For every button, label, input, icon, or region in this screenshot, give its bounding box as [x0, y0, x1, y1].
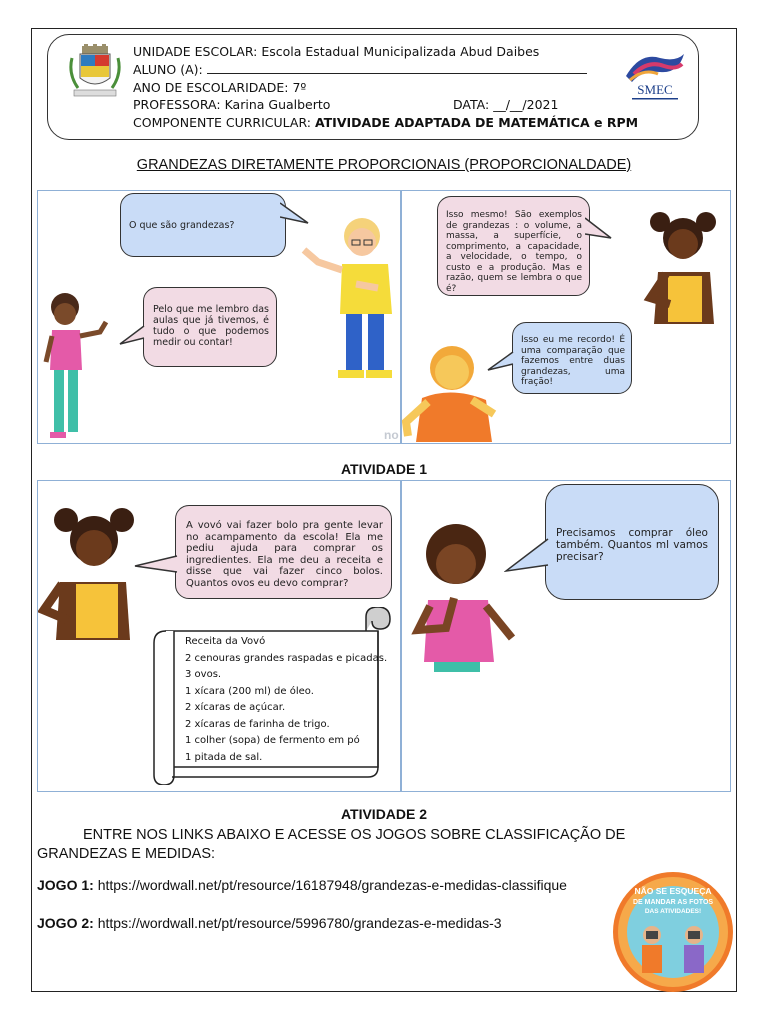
- school-unit-line: UNIDADE ESCOLAR: Escola Estadual Municipalizada Abud Daibes: [133, 44, 540, 59]
- svg-text:DAS ATIVIDADES!: DAS ATIVIDADES!: [644, 908, 702, 915]
- bubble-tail: [585, 212, 613, 246]
- game-1-link[interactable]: https://wordwall.net/pt/resource/16187948/grandezas-e-medidas-classifique: [97, 877, 567, 893]
- school-crest-icon: [68, 44, 122, 102]
- speech-bubble-cake: A vovó vai fazer bolo pra gente levar no acampamento da escola! Ela me pediu ajuda para comprar os ingredientes. Ela me deu a receita e disse que vai fazer cinco bolos. Quantos ovos eu devo comprar?: [175, 505, 392, 599]
- date-line: DATA: __/__/2021: [453, 97, 559, 112]
- student-line: ALUNO (A):: [133, 61, 587, 78]
- girl-buns-character-icon: [636, 208, 728, 324]
- recipe-item: 1 pitada de sal.: [185, 751, 263, 763]
- curriculum-line: COMPONENTE CURRICULAR: ATIVIDADE ADAPTADA DE MATEMÁTICA e RPM: [133, 115, 639, 130]
- main-title: GRANDEZAS DIRETAMENTE PROPORCIONAIS (PROPORCIONALDADE): [136, 157, 632, 173]
- teacher-line: PROFESSORA: Karina Gualberto: [133, 97, 331, 112]
- speech-bubble-question: O que são grandezas?: [120, 193, 286, 257]
- game-1-line: [37, 877, 567, 893]
- grade-line: ANO DE ESCOLARIDADE: 7º: [133, 80, 307, 95]
- game-2-line: [37, 915, 502, 931]
- game-2-link[interactable]: https://wordwall.net/pt/resource/5996780/grandezas-e-medidas-3: [97, 915, 502, 931]
- game-2-label: JOGO 2:: [37, 915, 94, 931]
- reminder-badge-icon: [612, 871, 734, 993]
- bubble-tail: [133, 550, 179, 584]
- smec-logo-icon: [620, 46, 690, 106]
- svg-text:DE MANDAR AS FOTOS: DE MANDAR AS FOTOS: [632, 899, 714, 906]
- boy-character-icon: [296, 214, 400, 384]
- recipe-item: 1 xícara (200 ml) de óleo.: [185, 685, 314, 697]
- recipe-item: 3 ovos.: [185, 669, 222, 680]
- recipe-item: 2 xícaras de farinha de trigo.: [185, 718, 330, 730]
- student-name-blank[interactable]: [207, 62, 587, 74]
- recipe-item: 2 xícaras de açúcar.: [185, 702, 286, 713]
- recipe-item: 1 colher (sopa) de fermento em pó: [185, 735, 360, 746]
- girl-character-icon: [40, 292, 112, 442]
- activity-2-title: ATIVIDADE 2: [340, 806, 428, 822]
- recipe-list: [185, 634, 387, 766]
- activity-2-instructions: ENTRE NOS LINKS ABAIXO E ACESSE OS JOGOS SOBRE CLASSIFICAÇÃO DE GRANDEZAS E MEDIDAS:: [37, 827, 626, 862]
- svg-text:SMEC: SMEC: [637, 82, 673, 97]
- game-1-label: JOGO 1:: [37, 877, 94, 893]
- speech-bubble-answer: Pelo que me lembro das aulas que já tivemos, é tudo o que podemos medir ou contar!: [143, 287, 277, 367]
- speech-bubble-examples: Isso mesmo! São exemplos de grandezas : o volume, a massa, a superfície, o comprimento, a capacidade, a velocidade, o tempo, o custo e a produção. Mas e razão, quem se lembra o que é?: [437, 196, 590, 296]
- activity-1-title: ATIVIDADE 1: [340, 461, 428, 477]
- school-name: Escola Estadual Municipalizada Abud Daibes: [261, 44, 540, 59]
- bubble-tail: [118, 320, 146, 354]
- thinking-girl-character-icon: [408, 520, 518, 674]
- recipe-item: 2 cenouras grandes raspadas e picadas.: [185, 652, 388, 664]
- recipe-title: Receita da Vovó: [185, 636, 266, 647]
- speech-bubble-ratio: Isso eu me recordo! É uma comparação que fazemos entre duas grandezas, uma fração!: [512, 322, 632, 394]
- svg-text:NÃO SE ESQUEÇA: NÃO SE ESQUEÇA: [634, 886, 712, 896]
- girl-buns-character-icon: [38, 504, 148, 640]
- orange-character-icon: [402, 338, 506, 442]
- watermark: no: [384, 428, 399, 442]
- speech-bubble-oil: Precisamos comprar óleo também. Quantos ml vamos precisar?: [545, 484, 719, 600]
